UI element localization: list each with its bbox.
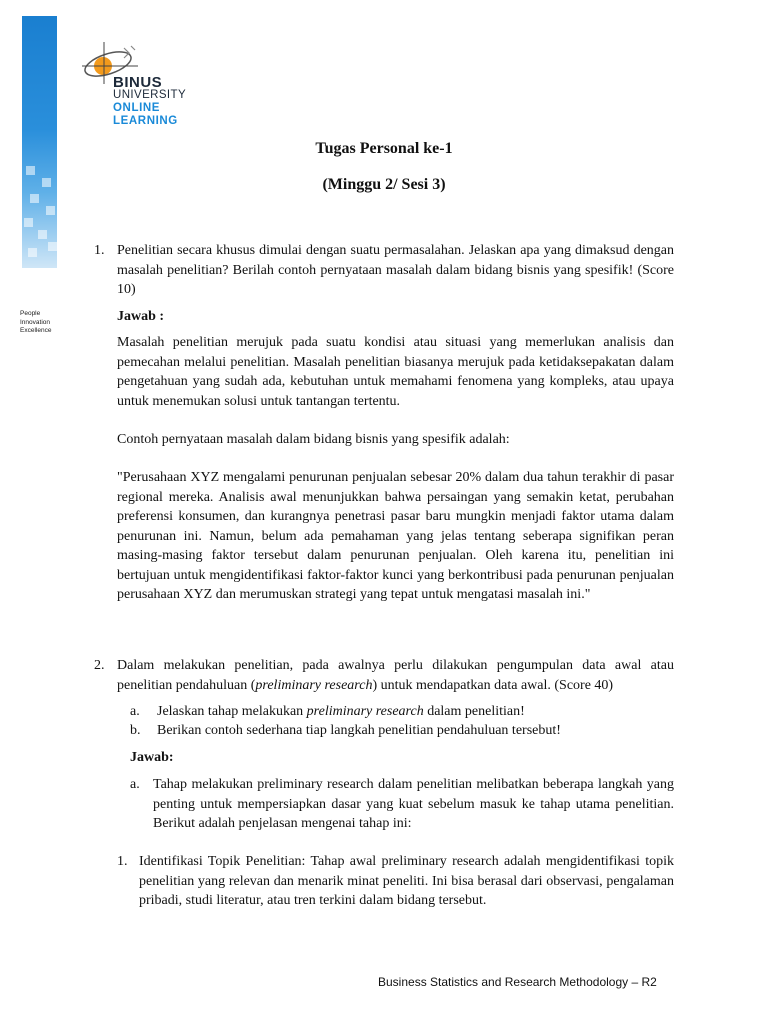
logo-online: ONLINE xyxy=(113,102,161,114)
answer-label: Jawab: xyxy=(130,750,174,765)
logo-university: UNIVERSITY xyxy=(113,89,187,101)
step-1-text: Identifikasi Topik Penelitian: Tahap awal preliminary research adalah mengidentifikasi topik penelitian yang relevan dan menarik minat peneliti. Ini bisa berasal dari observasi, pengalaman pribadi, studi literatur, atau tren terkini dalam bidang tersebut. xyxy=(139,854,674,908)
answer-paragraph: Contoh pernyataan masalah dalam bidang bisnis yang spesifik adalah: xyxy=(117,432,510,447)
tagline-line: Excellence xyxy=(20,327,52,334)
question-text: Dalam melakukan penelitian, pada awalnya perlu dilakukan pengumpulan data awal atau penelitian pendahuluan ( xyxy=(117,658,674,693)
logo-binus: BINUS xyxy=(113,74,163,91)
logo-wordmark xyxy=(113,76,186,128)
sub-marker: a. xyxy=(130,704,140,719)
sub-question-a xyxy=(157,702,674,722)
example-statement: "Perusahaan XYZ mengalami penurunan penjualan sebesar 20% dalam dua tahun terakhir di pasar regional mereka. Analisis awal menunjukkan bahwa persaingan yang semakin ketat, perubahan preferensi konsumen, dan kurangnya penetrasi pasar baru mungkin menjadi faktor utama dalam penurunan ini. Namun, belum ada pemahaman yang jelas tentang seberapa signifikan peran masing-masing faktor tersebut dalam penurunan penjualan. Oleh karena itu, penelitian ini bertujuan untuk mengidentifikasi faktor-faktor kunci yang berkontribusi pada penurunan penjualan perusahaan XYZ dan merumuskan strategi yang tepat untuk mengatasi masalah ini." xyxy=(117,470,674,602)
page-footer: Business Statistics and Research Methodology – R2 xyxy=(378,975,657,989)
sub-text: Jelaskan tahap melakukan xyxy=(157,704,307,719)
tagline-line: Innovation xyxy=(20,318,50,326)
answer-paragraph: Masalah penelitian merujuk pada suatu kondisi atau situasi yang memerlukan analisis dan pemecahan melalui penelitian. Masalah penelitian biasanya merujuk pada ketidaksepakatan dalam pengetahuan yang sudah ada, kebutuhan untuk memahami fenomena yang kompleks, atau upaya untuk menemukan solusi untuk tantangan tertentu. xyxy=(117,335,674,409)
answer-label: Jawab : xyxy=(117,309,165,324)
question-1-text: Penelitian secara khusus dimulai dengan suatu permasalahan. Jelaskan apa yang dimaksud dengan masalah penelitian? Berilah contoh pernyataan masalah dalam bidang bisnis yang spesifik! (Score 10) xyxy=(117,243,674,297)
logo-learning: LEARNING xyxy=(113,115,178,127)
answer-a-text: Tahap melakukan preliminary research dalam penelitian melibatkan beberapa langkah yang penting untuk mempersiapkan dasar yang kuat sebelum masuk ke tahap utama penelitian. Berikut adalah penjelasan mengenai tahap ini: xyxy=(153,777,674,831)
sub-text: dalam penelitian! xyxy=(423,704,525,719)
sub-question-b: Berikan contoh sederhana tiap langkah penelitian pendahuluan tersebut! xyxy=(157,723,561,738)
question-2-text xyxy=(117,656,674,695)
tagline-line: People xyxy=(20,310,41,317)
question-number: 1. xyxy=(94,243,105,258)
page-subtitle: (Minggu 2/ Sesi 3) xyxy=(322,176,446,193)
italic-term: preliminary research xyxy=(306,704,424,719)
italic-term: preliminary research xyxy=(255,677,373,693)
question-text: ) untuk mendapatkan data awal. (Score 40) xyxy=(372,677,614,693)
question-number: 2. xyxy=(94,658,105,673)
page-title: Tugas Personal ke-1 xyxy=(315,140,453,157)
sub-marker: a. xyxy=(130,777,140,792)
sub-marker: b. xyxy=(130,723,141,738)
tagline xyxy=(20,310,51,336)
step-number: 1. xyxy=(117,854,128,869)
